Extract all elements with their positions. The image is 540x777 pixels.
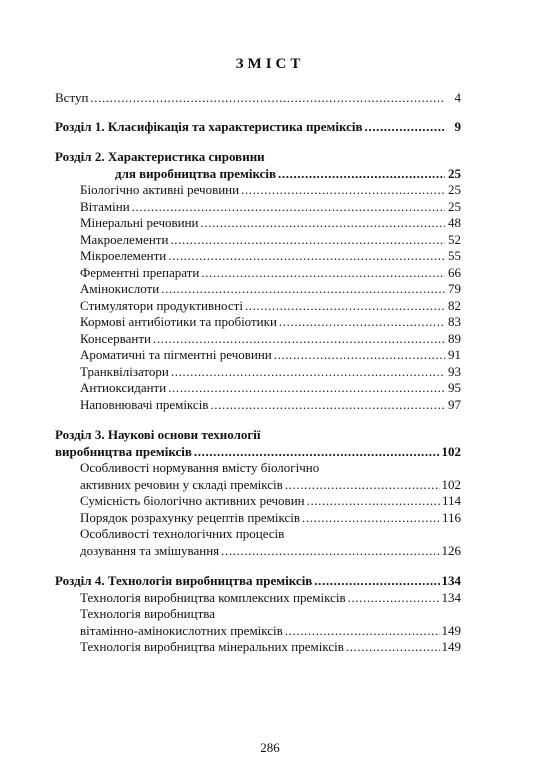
toc-entry-page: 52 <box>448 231 461 247</box>
toc-entry-label: Мінеральні речовини <box>80 215 199 230</box>
toc-entry-page: 102 <box>441 443 461 459</box>
leader-dots <box>348 590 440 607</box>
toc-subentry[interactable] <box>55 639 461 656</box>
toc-entry-page: 97 <box>448 396 461 412</box>
toc-entry-page: 126 <box>441 542 461 558</box>
toc-subentry[interactable] <box>55 347 461 364</box>
leader-dots <box>168 248 445 265</box>
leader-dots <box>171 364 445 381</box>
toc-subentry[interactable] <box>55 364 461 381</box>
toc-entry-page: 48 <box>448 215 461 230</box>
toc-entry-page: 134 <box>441 589 461 605</box>
toc-entry-page: 91 <box>448 347 461 362</box>
leader-dots <box>241 182 445 199</box>
toc-entry-label: Макроелементи <box>80 231 169 247</box>
toc-entry-label: Вступ <box>55 90 89 105</box>
toc-entry-label: Вітаміни <box>80 198 130 214</box>
leader-dots <box>365 119 445 136</box>
toc-entry-page: 149 <box>441 639 461 654</box>
leader-dots <box>132 199 445 216</box>
toc-entry-page: 82 <box>448 297 461 313</box>
toc-entry-label: Розділ 1. Класифікація та характеристика преміксів <box>55 118 363 134</box>
toc-entry-label: для виробництва преміксів <box>115 165 277 181</box>
toc-entry-label: Біологічно активні речовини <box>80 182 240 197</box>
page-number: 286 <box>260 740 280 755</box>
leader-dots <box>285 623 440 640</box>
toc-subentry[interactable] <box>55 590 461 607</box>
toc-entry-page: 134 <box>441 573 461 588</box>
leader-dots <box>153 331 445 348</box>
toc-entry-label: Технологія виробництва мінеральних преміксів <box>80 639 344 654</box>
table-of-contents <box>55 90 461 656</box>
leader-dots <box>278 166 445 183</box>
toc-entry-page: 25 <box>448 182 461 197</box>
toc-entry-label: дозування та змішування <box>80 542 220 558</box>
toc-entry-label: Наповнювачі преміксів <box>80 396 209 412</box>
toc-entry-page: 25 <box>448 198 461 214</box>
leader-dots <box>201 265 445 282</box>
toc-entry-label: Стимулятори продуктивності <box>80 297 243 313</box>
toc-entry-label: Порядок розрахунку рецептів преміксів <box>80 509 301 525</box>
toc-section-3[interactable] <box>55 444 461 461</box>
toc-subentry[interactable] <box>55 397 461 414</box>
toc-entry-label: Консерванти <box>80 330 152 346</box>
leader-dots <box>170 232 445 249</box>
toc-subentry[interactable] <box>55 182 461 199</box>
toc-subentry[interactable] <box>55 248 461 265</box>
toc-entry-label: Ферментні препарати <box>80 264 200 280</box>
toc-subentry[interactable] <box>55 314 461 331</box>
toc-subentry-label-line1: Технологія виробництва <box>80 606 215 621</box>
toc-subentry[interactable] <box>55 298 461 315</box>
leader-dots <box>161 281 445 298</box>
toc-subentry[interactable] <box>55 380 461 397</box>
toc-section-4[interactable] <box>55 573 461 590</box>
leader-dots <box>210 397 445 414</box>
toc-subentry-label-line1: Особливості технологічних процесів <box>80 526 285 541</box>
toc-entry-page: 83 <box>448 314 461 329</box>
leader-dots <box>90 90 445 107</box>
toc-entry-label: вітамінно-амінокислотних преміксів <box>80 622 283 638</box>
toc-subentry[interactable] <box>55 281 461 298</box>
leader-dots <box>274 347 445 364</box>
toc-subentry[interactable] <box>55 510 461 527</box>
toc-entry-label: Сумісність біологічно активних речовин <box>80 493 305 508</box>
leader-dots <box>168 380 445 397</box>
leader-dots <box>221 543 439 560</box>
toc-entry-page: 55 <box>448 248 461 263</box>
leader-dots <box>346 639 440 656</box>
toc-entry-page: 114 <box>441 493 461 508</box>
toc-subentry[interactable] <box>55 232 461 249</box>
toc-entry-label: виробництва преміксів <box>55 443 192 459</box>
toc-subentry[interactable] <box>55 477 461 494</box>
toc-entry-page: 79 <box>448 281 461 296</box>
toc-subentry[interactable] <box>55 623 461 640</box>
toc-entry-label: Кормові антибіотики та пробіотики <box>80 314 277 329</box>
leader-dots <box>245 298 445 315</box>
toc-entry-label: Мікроелементи <box>80 248 167 263</box>
toc-section-3-heading: Розділ 3. Наукові основи технології <box>55 427 261 442</box>
leader-dots <box>285 477 440 494</box>
toc-entry-label: Розділ 4. Технологія виробництва преміксів <box>55 573 313 588</box>
leader-dots <box>279 314 445 331</box>
toc-entry-label: Антиоксиданти <box>80 380 167 395</box>
toc-entry-page: 66 <box>448 264 461 280</box>
toc-subentry[interactable] <box>55 543 461 560</box>
toc-entry-page: 4 <box>454 90 461 105</box>
toc-entry-label: Транквілізатори <box>80 363 169 379</box>
toc-subentry[interactable] <box>55 493 461 510</box>
toc-entry-label: Ароматичні та пігментні речовини <box>80 347 272 362</box>
toc-entry-page: 95 <box>448 380 461 395</box>
toc-subentry[interactable] <box>55 215 461 232</box>
toc-entry-label: Амінокислоти <box>80 281 160 296</box>
leader-dots <box>307 493 440 510</box>
toc-entry-label: активних речовин у складі преміксів <box>80 476 283 492</box>
toc-entry-page: 93 <box>448 363 461 379</box>
toc-subentry[interactable] <box>55 199 461 216</box>
leader-dots <box>201 215 445 232</box>
toc-section-2-heading: Розділ 2. Характеристика сировини <box>55 149 265 164</box>
toc-entry-page: 25 <box>448 165 461 181</box>
toc-entry-page: 116 <box>441 509 461 525</box>
toc-entry-page: 102 <box>441 476 461 492</box>
toc-entry-label: Технологія виробництва комплексних преміксів <box>80 589 346 605</box>
toc-subentry[interactable] <box>55 265 461 282</box>
toc-subentry[interactable] <box>55 331 461 348</box>
toc-entry-page: 9 <box>454 118 461 134</box>
leader-dots <box>314 573 439 590</box>
toc-section-1[interactable] <box>55 119 461 136</box>
toc-section-2[interactable] <box>55 166 461 183</box>
toc-entry-page: 89 <box>448 330 461 346</box>
toc-subentry-label-line1: Особливості нормування вмісту біологічно <box>80 460 320 475</box>
toc-entry-intro[interactable] <box>55 90 461 107</box>
leader-dots <box>194 444 440 461</box>
leader-dots <box>302 510 440 527</box>
toc-entry-page: 149 <box>441 622 461 638</box>
page-title: ЗМІСТ <box>235 56 305 72</box>
